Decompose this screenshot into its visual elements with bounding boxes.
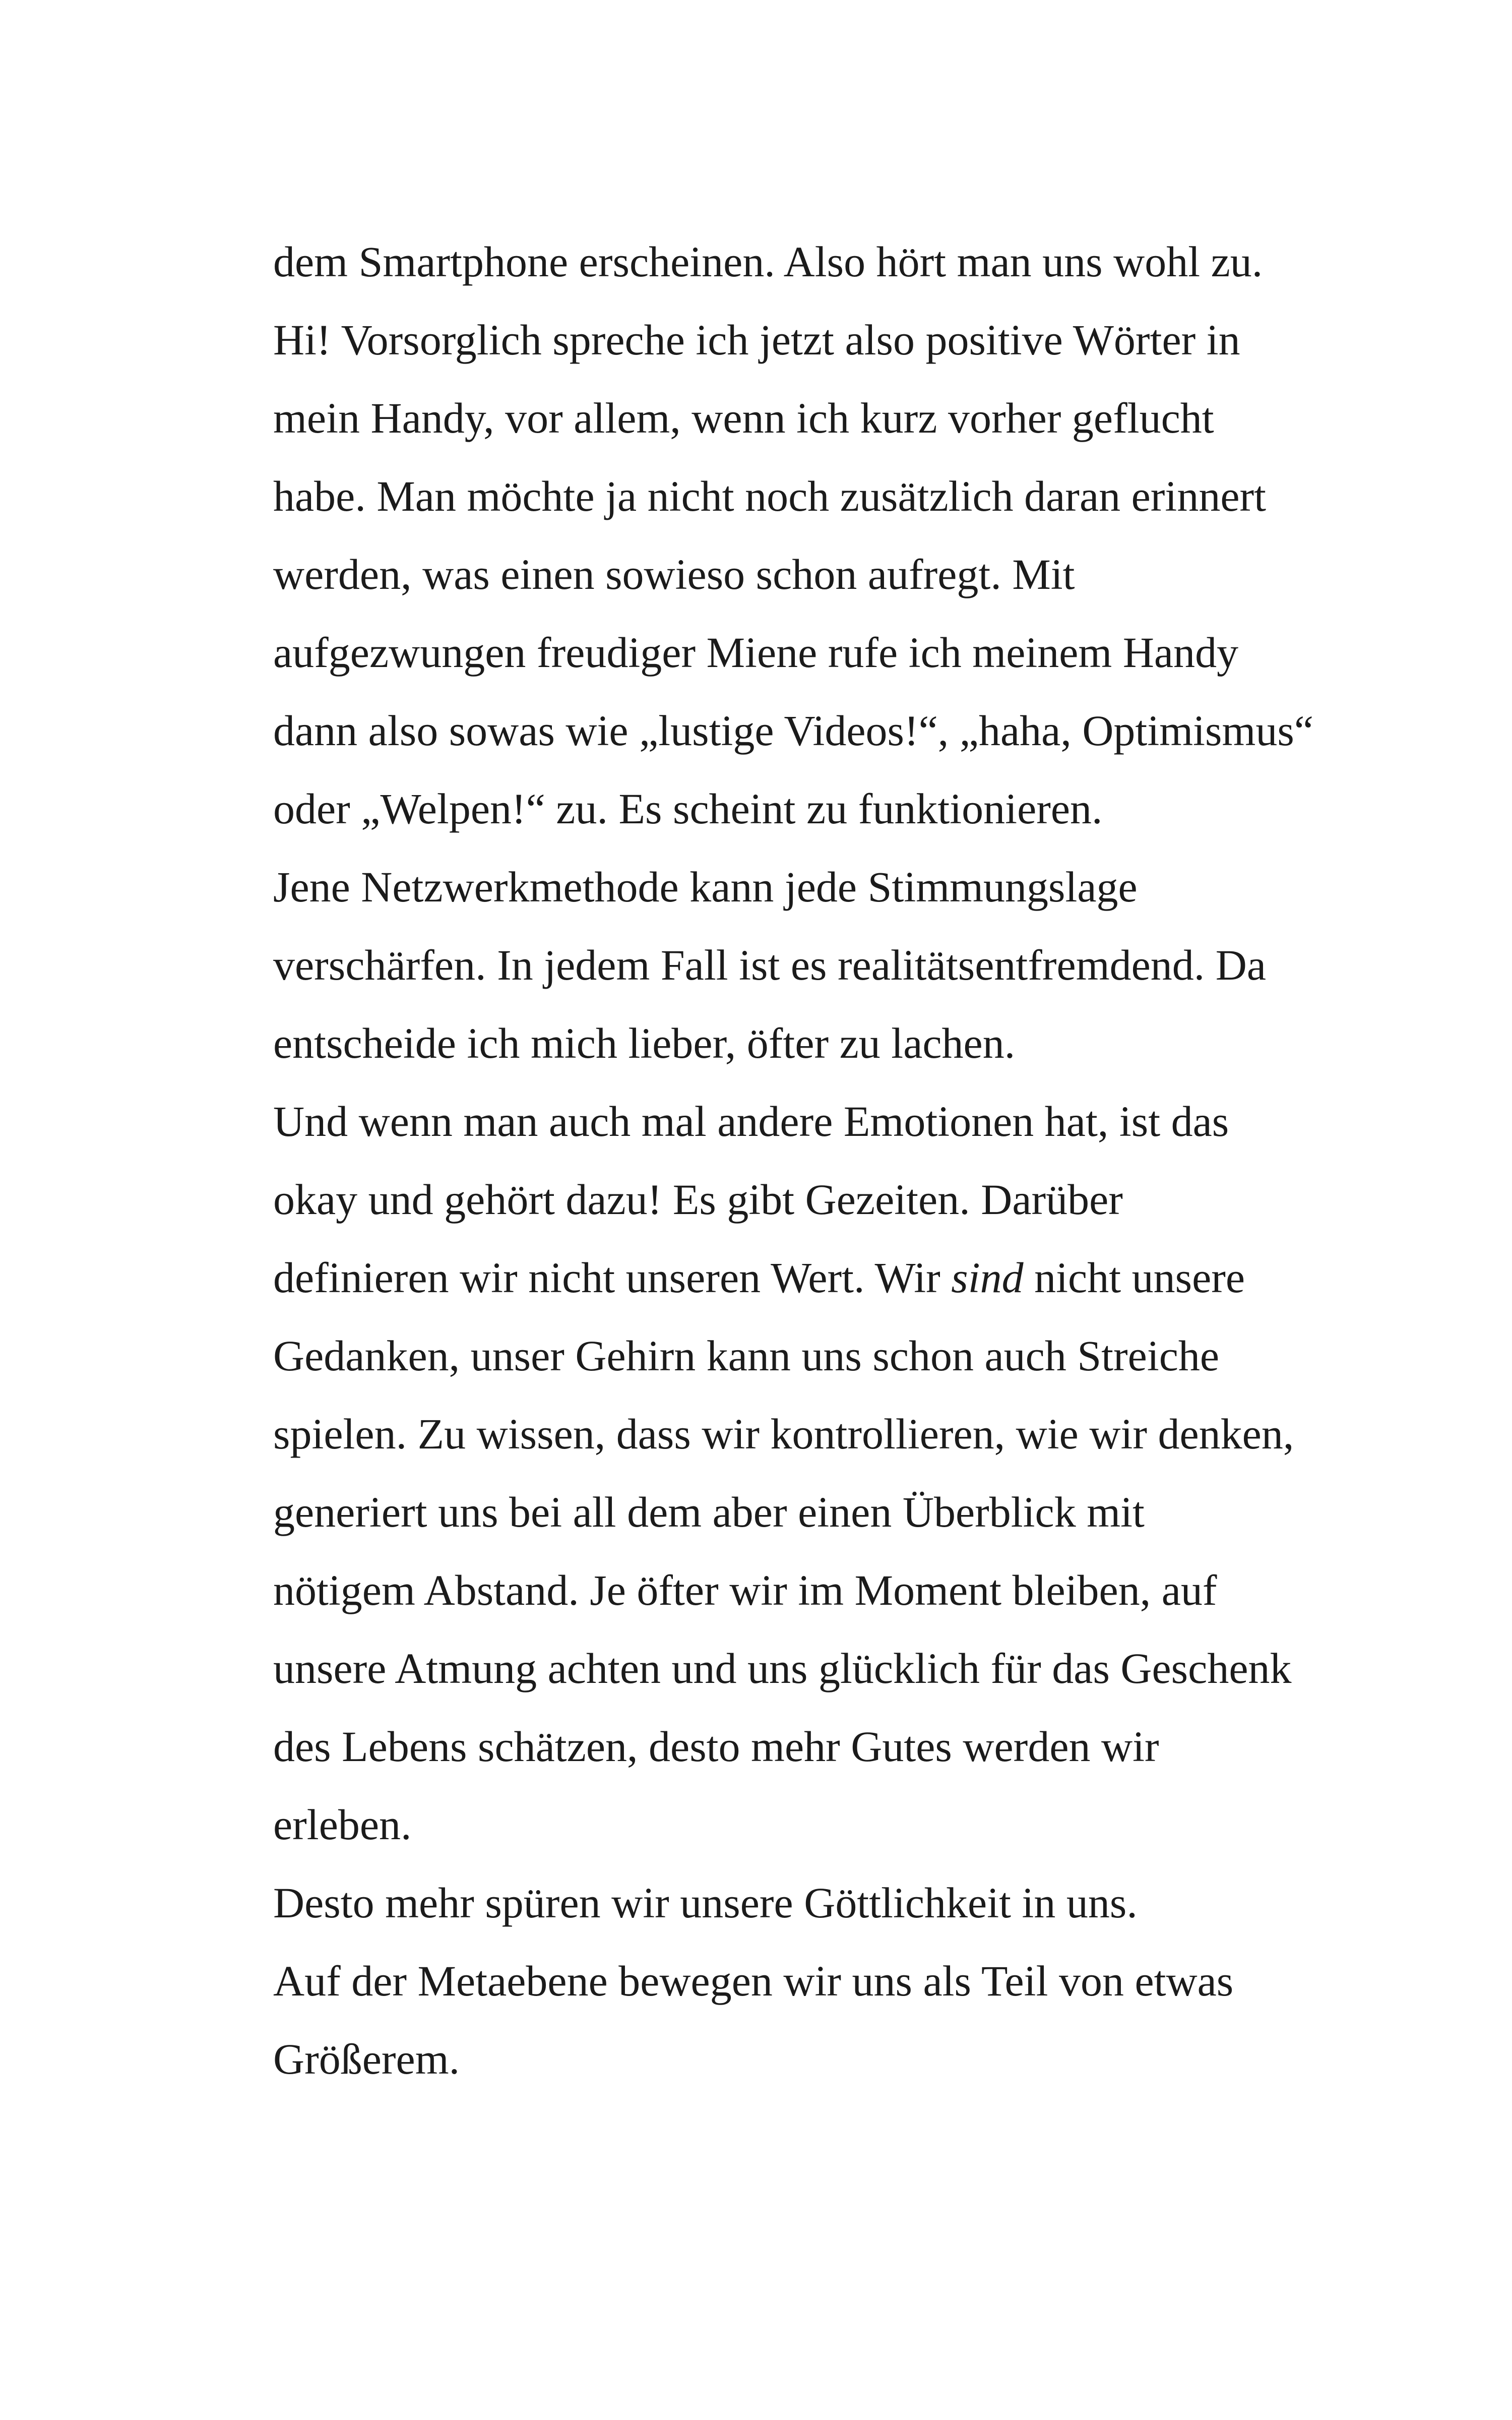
text-line: entscheide ich mich lieber, öfter zu lachen. [273,1019,1016,1067]
text-line: Desto mehr spüren wir unsere Göttlichkeit in uns. [273,1879,1138,1927]
text-line: Hi! Vorsorglich spreche ich jetzt also positive Wörter in [273,316,1240,364]
body-text [273,223,1432,2098]
emphasized-word: sind [951,1253,1024,1302]
text-line: verschärfen. In jedem Fall ist es realitätsentfremdend. Da [273,941,1267,989]
text-line: des Lebens schätzen, desto mehr Gutes werden wir [273,1722,1159,1771]
text-line: spielen. Zu wissen, dass wir kontrollieren, wie wir denken, [273,1410,1294,1458]
text-line: werden, was einen sowieso schon aufregt. Mit [273,550,1075,598]
text-line [273,1239,1432,1317]
text-line: erleben. [273,1800,412,1849]
text-line: nötigem Abstand. Je öfter wir im Moment bleiben, auf [273,1566,1217,1614]
text-line: okay und gehört dazu! Es gibt Gezeiten. Darüber [273,1175,1123,1224]
text-line: dann also sowas wie „lustige Videos!“, „haha, Optimismus“ [273,706,1313,755]
text-line: mein Handy, vor allem, wenn ich kurz vorher geflucht [273,394,1214,442]
text-segment: nicht unsere [1023,1253,1245,1302]
text-line: generiert uns bei all dem aber einen Überblick mit [273,1488,1145,1536]
text-segment: definieren wir nicht unseren Wert. Wir [273,1253,952,1302]
text-line: Jene Netzwerkmethode kann jede Stimmungslage [273,863,1138,911]
text-line: Gedanken, unser Gehirn kann uns schon auch Streiche [273,1332,1220,1380]
text-line: habe. Man möchte ja nicht noch zusätzlich daran erinnert [273,472,1267,520]
text-line: oder „Welpen!“ zu. Es scheint zu funktionieren. [273,784,1103,833]
text-line: Größerem. [273,2035,460,2083]
text-line: dem Smartphone erscheinen. Also hört man uns wohl zu. [273,237,1263,286]
text-line: Auf der Metaebene bewegen wir uns als Teil von etwas [273,1957,1234,2005]
text-line: Und wenn man auch mal andere Emotionen hat, ist das [273,1097,1229,1145]
text-line: unsere Atmung achten und uns glücklich für das Geschenk [273,1644,1292,1692]
text-line: aufgezwungen freudiger Miene rufe ich meinem Handy [273,628,1239,677]
